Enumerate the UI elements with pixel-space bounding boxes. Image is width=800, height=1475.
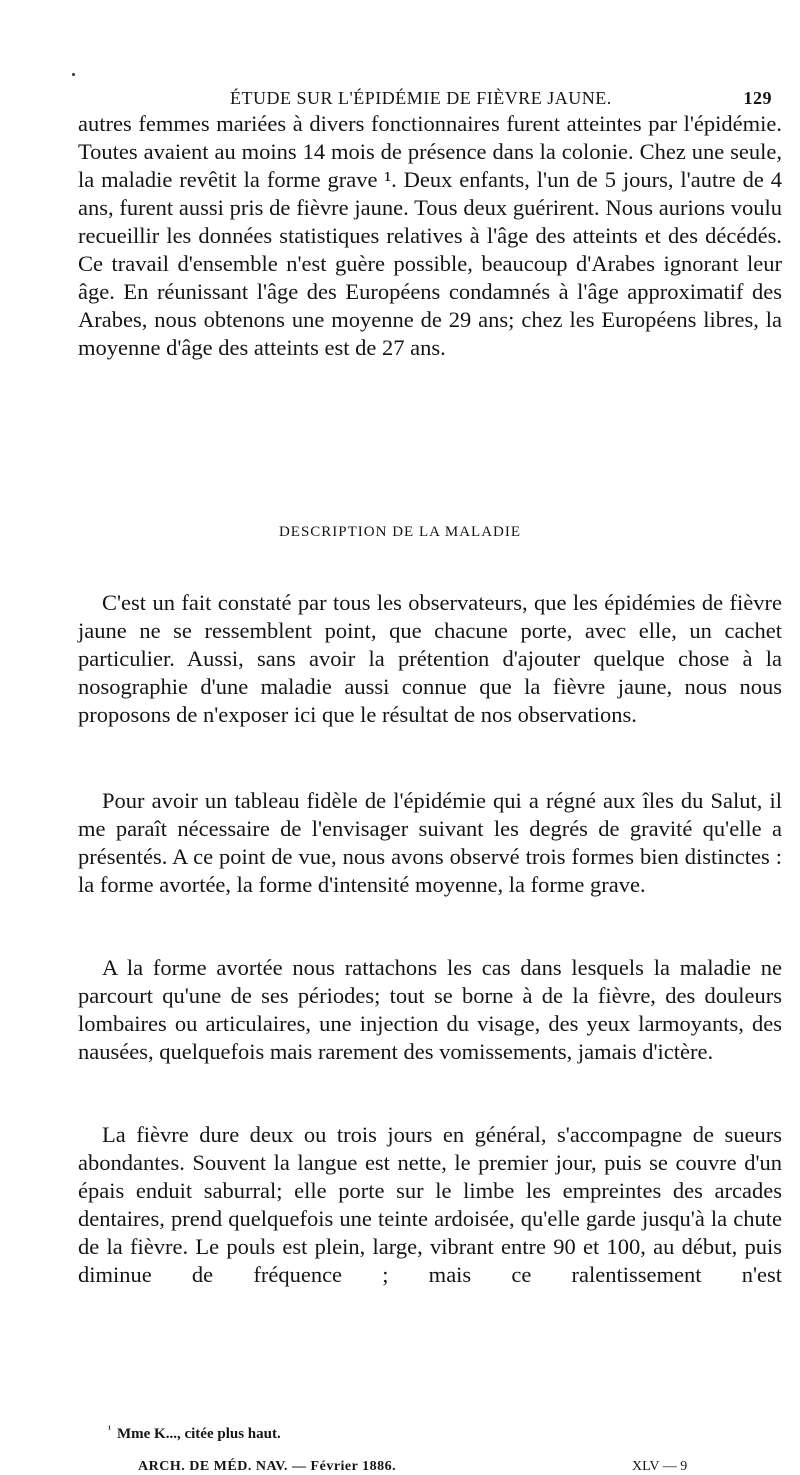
paragraph-fever: La fièvre dure deux ou trois jours en général, s'accompagne de sueurs abondantes. Souvent la langue est nette, le premier jour, puis se couvre d'un épais enduit saburral; elle porte sur le limbe les empreintes des arcades dentaires, prend quelquefois une teinte ardoisée, qu'elle garde jusqu'à la chute de la fièvre. Le pouls est plein, large, vibrant entre 90 et 100, au début, puis diminue de fréquence ; mais ce ralentissement n'est: [78, 1122, 782, 1287]
section-title: DESCRIPTION DE LA MALADIE: [278, 524, 522, 540]
footnote-mark: ¹: [108, 1424, 111, 1435]
page-number: 129: [743, 88, 772, 108]
paragraph-continuation: autres femmes mariées à divers fonctionnaires furent atteintes par l'épidémie. Toutes avaient au moins 14 mois de présence dans la colonie. Chez une seule, la maladie revêtit la forme grave ¹. Deux enfants, l'un de 5 jours, l'autre de 4 ans, furent aussi pris de fièvre jaune. Tous deux guérirent. Nous aurions voulu recueillir les données statistiques relatives à l'âge des atteints et des décédés. Ce travail d'ensemble n'est guère possible, beaucoup d'Arabes ignorant leur âge. En réunissant l'âge des Européens condamnés à l'âge approximatif des Arabes, nous obtenons une moyenne de 29 ans; chez les Européens libres, la moyenne d'âge des atteints est de 27 ans.: [78, 111, 782, 360]
paragraph-aborted-form: A la forme avortée nous rattachons les cas dans lesquels la maladie ne parcourt qu'une de ses périodes; tout se borne à de la fièvre, des douleurs lombaires ou articulaires, une injection du visage, des yeux larmoyants, des nausées, quelquefois mais rarement des vomissements, jamais d'ictère.: [78, 955, 782, 1064]
paragraph-forms: Pour avoir un tableau fidèle de l'épidémie qui a régné aux îles du Salut, il me paraît nécessaire de l'envisager suivant les degrés de gravité qu'elle a présentés. A ce point de vue, nous avons observé trois formes bien distinctes : la forme avortée, la forme d'intensité moyenne, la forme grave.: [78, 788, 782, 897]
running-title: ÉTUDE SUR L'ÉPIDÉMIE DE FIÈVRE JAUNE.: [230, 88, 612, 108]
signature-mark: XLV — 9: [632, 1459, 688, 1474]
journal-footer: ARCH. DE MÉD. NAV. — Février 1886.: [138, 1459, 397, 1474]
print-speck: [72, 73, 75, 76]
footnote: [108, 1424, 281, 1443]
paragraph-description-intro: C'est un fait constaté par tous les observateurs, que les épidémies de fièvre jaune ne se ressemblent point, que chacune porte, avec elle, un cachet particulier. Aussi, sans avoir la prétention d'ajouter quelque chose à la nosographie d'une maladie aussi connue que la fièvre jaune, nous nous proposons de n'exposer ici que le résultat de nos observations.: [78, 590, 782, 727]
footnote-text: Mme K..., citée plus haut.: [117, 1426, 281, 1442]
